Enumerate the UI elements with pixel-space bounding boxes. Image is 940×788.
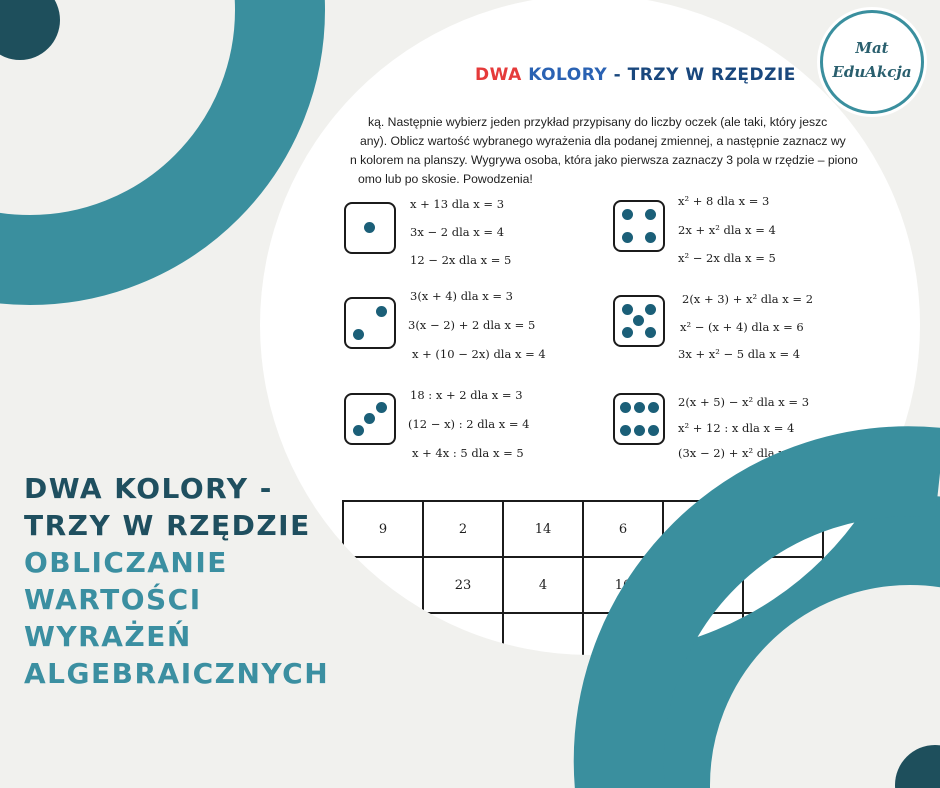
expression: 2(x + 3) + x² dla x = 2 (682, 292, 814, 306)
title-part-blue: KOLORY (528, 65, 608, 85)
board-cell (663, 613, 743, 655)
expression: 2(x + 5) − x² dla x = 3 (678, 395, 810, 409)
instruction-line: omo lub po skosie. Powodzenia! (358, 172, 533, 186)
board-cell: 23 (423, 557, 503, 613)
expression: 3x − 2 dla x = 4 (410, 225, 505, 239)
expression: x² − 2x dla x = 5 (678, 251, 776, 265)
board-cell (743, 501, 823, 557)
board-cell (503, 613, 583, 655)
board-row (343, 613, 823, 655)
headline-subtitle-line: ALGEBRAICZNYCH (24, 657, 330, 690)
headline-subtitle-line: WARTOŚCI (24, 583, 202, 616)
board-cell: 14 (503, 501, 583, 557)
expression: x² + 8 dla x = 3 (678, 194, 770, 208)
game-board (342, 500, 824, 655)
die-three-icon (344, 393, 396, 445)
expression: 18 : x + 2 dla x = 3 (410, 388, 523, 402)
headline-line: DWA KOLORY - (24, 472, 273, 505)
board-row (343, 501, 823, 557)
board-cell (743, 557, 823, 613)
instruction-line: n kolorem na planszy. Wygrywa osoba, która jako pierwsza zaznaczy 3 pola w rzędzie – piono (350, 153, 858, 167)
die-six-icon (613, 393, 665, 445)
expression: 3(x − 2) + 2 dla x = 5 (408, 318, 536, 332)
instruction-line: ką. Następnie wybierz jeden przykład przypisany do liczby oczek (ale taki, który jeszc (368, 115, 828, 129)
board-cell (343, 557, 423, 613)
title-part-red: DWA (475, 65, 529, 85)
die-five-icon (613, 295, 665, 347)
expression: (12 − x) : 2 dla x = 4 (408, 417, 530, 431)
logo-line: Mat (855, 39, 889, 57)
logo-line: EduAkcja (832, 63, 912, 81)
board-cell: 6 (583, 501, 663, 557)
board-cell (423, 613, 503, 655)
worksheet-preview (260, 0, 920, 655)
title-part-navy: - TRZY W RZĘDZIE (607, 65, 796, 85)
expression: x + (10 − 2x) dla x = 4 (412, 347, 546, 361)
die-four-icon (613, 200, 665, 252)
expression: x + 13 dla x = 3 (410, 197, 505, 211)
instruction-line: any). Oblicz wartość wybranego wyrażenia dla podanej zmiennej, a następnie zaznacz wy (360, 134, 846, 148)
expression: x + 4x : 5 dla x = 5 (412, 446, 524, 460)
expression: 3(x + 4) dla x = 3 (410, 289, 513, 303)
expression: x² + 12 : x dla x = 4 (678, 421, 795, 435)
board-cell: 4 (503, 557, 583, 613)
board-row (343, 557, 823, 613)
headline-subtitle-line: WYRAŻEŃ (24, 620, 192, 653)
brand-logo (820, 10, 924, 114)
board-cell: 9 (343, 501, 423, 557)
dark-dot-bottom-right (905, 745, 940, 788)
expression: x² − (x + 4) dla x = 6 (680, 320, 804, 334)
board-cell: 2 (423, 501, 503, 557)
expression: 12 − 2x dla x = 5 (410, 253, 512, 267)
die-two-icon (344, 297, 396, 349)
worksheet-title (475, 65, 796, 85)
headline-line: TRZY W RZĘDZIE (24, 509, 311, 542)
expression: 3x + x² − 5 dla x = 4 (678, 347, 801, 361)
board-cell (583, 613, 663, 655)
board-cell (743, 613, 823, 655)
die-one-icon (344, 202, 396, 254)
dark-dot-top-left (0, 0, 60, 60)
expression: (3x − 2) + x² dla x = 5 (678, 446, 810, 460)
expression: 2x + x² dla x = 4 (678, 223, 776, 237)
headline-subtitle-line: OBLICZANIE (24, 546, 228, 579)
board-cell (663, 557, 743, 613)
board-cell: 23 (663, 501, 743, 557)
headline (24, 470, 329, 692)
board-cell (343, 613, 423, 655)
worksheet-instructions (308, 113, 868, 189)
board-cell: 16 (583, 557, 663, 613)
